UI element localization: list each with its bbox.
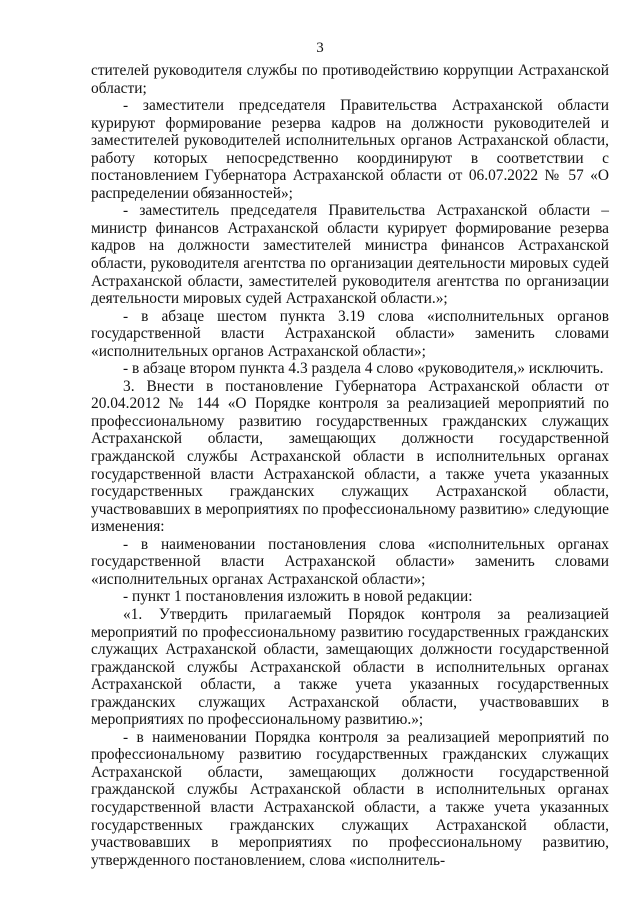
paragraph-5: - в абзаце втором пункта 4.3 раздела 4 слово «руководителя,» исключить.: [123, 360, 604, 378]
document-body: [91, 62, 609, 869]
paragraph-3: - заместитель председателя Правительства Астраханской области – министр финансов Астраханской области курирует формирование резерва кадров на должности заместителей министра финансов Астраханской области, руководителя агентства по организации деятельности мировых судей Астраханской области, заместителей руководителя агентства по организации деятельности мировых судей Астраханской области.»;: [91, 202, 609, 308]
paragraph-4: - в абзаце шестом пункта 3.19 слова «исполнительных органов государственной власти Астраханской области» заменить словами «исполнительных органов Астраханской области»;: [91, 307, 609, 360]
paragraph-1: стителей руководителя службы по противодействию коррупции Астраханской области;: [91, 62, 609, 97]
page-number: 3: [316, 40, 324, 56]
paragraph-8: - пункт 1 постановления изложить в новой редакции:: [123, 588, 473, 606]
paragraph-7: - в наименовании постановления слова «исполнительных органах государственной власти Астраханской области» заменить словами «исполнительных органах Астраханской области»;: [91, 535, 609, 588]
paragraph-6: 3. Внести в постановление Губернатора Астраханской области от 20.04.2012 № 144 «О Порядке контроля за реализацией мероприятий по профессиональному развитию государственных гражданских служащих Астраханской области, замещающих должности государственной гражданской службы Астраханской области в исполнительных органах государственной власти Астраханской области, а также учета указанных государственных гражданских служащих Астраханской области, участвовавших в мероприятиях по профессиональному развитию» следующие изменения:: [91, 377, 609, 536]
paragraph-10: - в наименовании Порядка контроля за реализацией мероприятий по профессиональному развитию государственных гражданских служащих Астраханской области, замещающих должности государственной гражданской службы Астраханской области в исполнительных органах государственной власти Астраханской области, а также учета указанных государственных гражданских служащих Астраханской области, участвовавших в мероприятиях по профессиональному развитию, утвержденного постановлением, слова «исполнитель-: [91, 728, 609, 869]
paragraph-9: «1. Утвердить прилагаемый Порядок контроля за реализацией мероприятий по профессиональному развитию государственных гражданских служащих Астраханской области, замещающих должности государственной гражданской службы Астраханской области в исполнительных органах Астраханской области, а также учета указанных государственных гражданских служащих Астраханской области, участвовавших в мероприятиях по профессиональному развитию.»;: [91, 605, 609, 729]
paragraph-2: - заместители председателя Правительства Астраханской области курируют формирование резерва кадров на должности руководителей и заместителей руководителей исполнительных органов Астраханской области, работу которых непосредственно координируют в соответствии с постановлением Губернатора Астраханской области от 06.07.2022 № 57 «О распределении обязанностей»;: [91, 97, 609, 202]
